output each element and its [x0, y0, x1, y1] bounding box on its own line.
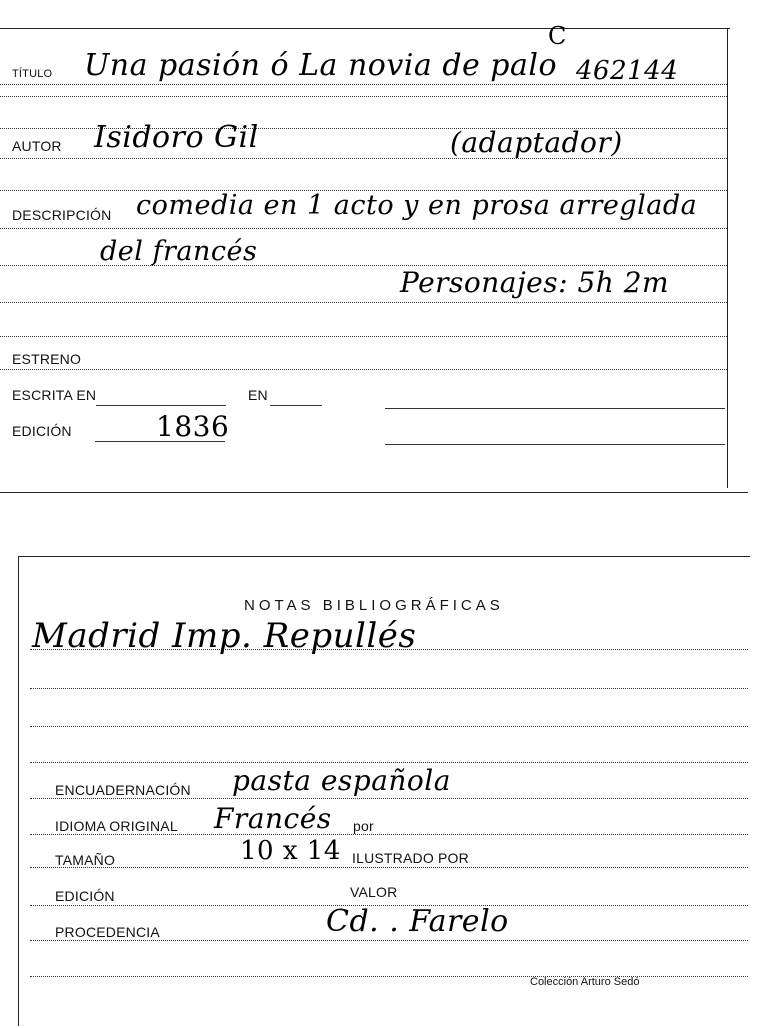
label-edicion: EDICIÓN [12, 423, 72, 439]
label-encuadernacion: ENCUADERNACIÓN [55, 782, 191, 798]
handwritten-edicion-year: 1836 [156, 410, 230, 443]
label-tamano: TAMAÑO [55, 852, 116, 868]
handwritten-catalog-number: 462144 [576, 56, 679, 86]
escrita-en-line [96, 405, 226, 406]
label-idioma-original: IDIOMA ORIGINAL [55, 818, 178, 834]
label-ilustrado-por: ILUSTRADO POR [352, 850, 469, 866]
label-por: por [353, 818, 374, 834]
handwritten-idioma: Francés [214, 802, 332, 835]
label-edicion: EDICIÓN [55, 888, 115, 904]
en-line [270, 405, 322, 406]
handwritten-notas: Madrid Imp. Repullés [32, 616, 417, 656]
blank-line [385, 444, 725, 445]
collection-credit: Colección Arturo Sedó [530, 976, 640, 988]
label-procedencia: PROCEDENCIA [55, 924, 160, 940]
handwritten-description-2: del francés [100, 236, 258, 267]
ruled-line [0, 96, 727, 97]
card-left-edge [18, 556, 19, 1026]
ruled-line [30, 726, 748, 727]
handwritten-personajes: Personajes: 5h 2m [400, 266, 670, 299]
label-autor: AUTOR [12, 138, 62, 154]
card-top-edge [18, 556, 750, 557]
ruled-line [0, 369, 727, 370]
label-escrita-en: ESCRITA EN [12, 387, 97, 403]
ruled-line [30, 762, 748, 763]
label-descripcion: DESCRIPCIÓN [12, 207, 112, 223]
handwritten-author: Isidoro Gil [94, 120, 259, 155]
card-right-edge [727, 28, 728, 488]
handwritten-title: Una pasión ó La novia de palo [84, 48, 558, 83]
ruled-line [0, 228, 727, 229]
bottom-catalog-card [0, 540, 759, 1028]
ruled-line [30, 688, 748, 689]
handwritten-encuadernacion: pasta española [232, 764, 451, 797]
label-valor: VALOR [350, 884, 398, 900]
blank-line [385, 408, 725, 409]
handwritten-procedencia: Cd. . Farelo [326, 904, 509, 939]
label-estreno: ESTRENO [12, 351, 82, 367]
handwritten-author-role: (adaptador) [450, 126, 623, 159]
label-en: EN [248, 387, 268, 403]
ruled-line [30, 976, 748, 977]
ruled-line [0, 336, 727, 337]
ruled-line [30, 834, 748, 835]
ruled-line [30, 940, 748, 941]
ruled-line [0, 302, 727, 303]
card-bottom-edge [0, 492, 748, 493]
ruled-line [30, 867, 748, 868]
handwritten-tamano: 10 x 14 [240, 836, 341, 866]
card-top-edge [0, 28, 730, 29]
top-catalog-card [0, 0, 759, 492]
label-titulo: TÍTULO [12, 68, 53, 80]
handwritten-description-1: comedia en 1 acto y en prosa arreglada [136, 190, 698, 221]
notas-heading: NOTAS BIBLIOGRÁFICAS [244, 597, 504, 614]
handwritten-catalog-mark: C [548, 22, 567, 50]
ruled-line [30, 798, 748, 799]
